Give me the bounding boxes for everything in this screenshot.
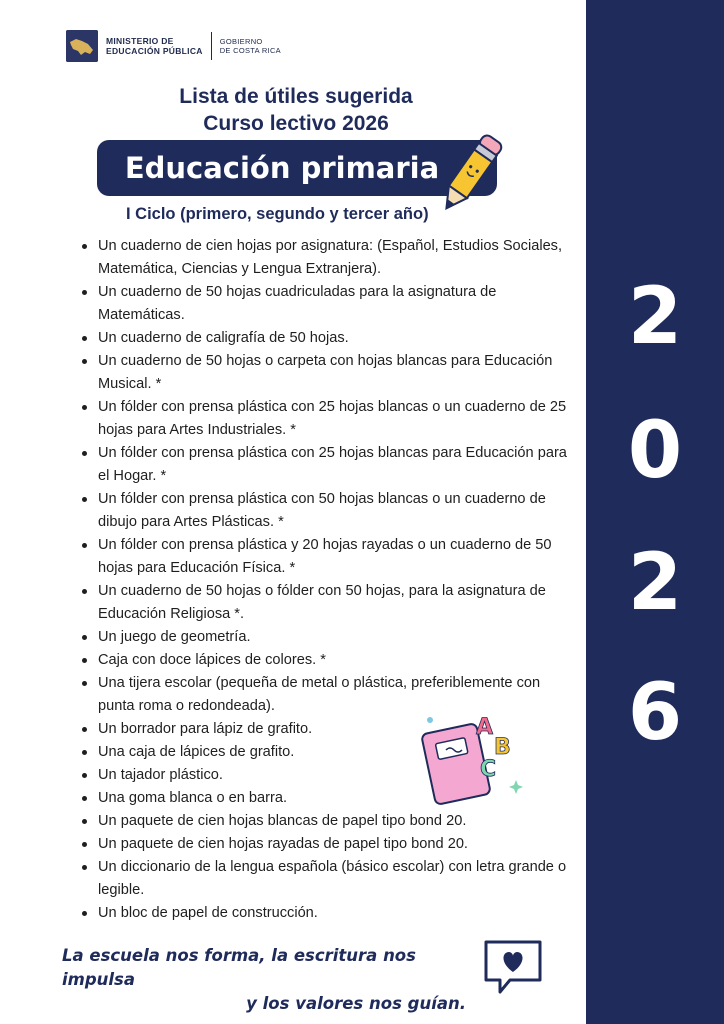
list-item: Un cuaderno de 50 hojas cuadriculadas para la asignatura de Matemáticas. bbox=[98, 281, 578, 327]
year-digit: 6 bbox=[627, 668, 683, 758]
year-digit: 2 bbox=[627, 272, 683, 362]
costa-rica-map-icon bbox=[66, 30, 98, 62]
year-digit: 0 bbox=[627, 406, 683, 496]
footer-motto bbox=[62, 944, 472, 1016]
government-name: GOBIERNO DE COSTA RICA bbox=[219, 37, 281, 55]
abc-notebook-icon bbox=[418, 706, 528, 816]
footer-line-1: La escuela nos forma, la escritura nos impulsa bbox=[62, 946, 416, 989]
year-digit: 2 bbox=[627, 538, 683, 628]
ministry-name: MINISTERIO DE EDUCACIÓN PÚBLICA bbox=[106, 36, 203, 56]
list-item: Un fólder con prensa plástica con 50 hojas blancas o un cuaderno de dibujo para Artes Plásticas. * bbox=[98, 488, 578, 534]
ministry-logo bbox=[66, 30, 281, 62]
logo-divider bbox=[211, 32, 212, 60]
list-item: Un borrador para lápiz de grafito. bbox=[98, 718, 578, 741]
list-item: Un paquete de cien hojas rayadas de papel tipo bond 20. bbox=[98, 833, 578, 856]
page-title: Lista de útiles sugerida bbox=[179, 85, 413, 108]
list-item: Un bloc de papel de construcción. bbox=[98, 902, 578, 925]
heart-chat-icon bbox=[480, 936, 546, 996]
list-item: Un fólder con prensa plástica con 25 hojas blancas o un cuaderno de 25 hojas para Artes Industriales. * bbox=[98, 396, 578, 442]
list-item: Un fólder con prensa plástica y 20 hojas rayadas o un cuaderno de 50 hojas para Educación Física. * bbox=[98, 534, 578, 580]
list-item: Un juego de geometría. bbox=[98, 626, 578, 649]
cycle-subtitle: I Ciclo (primero, segundo y tercer año) bbox=[126, 205, 429, 223]
footer-line-2: y los valores nos guían. bbox=[246, 994, 466, 1013]
list-item: Un cuaderno de caligrafía de 50 hojas. bbox=[98, 327, 578, 350]
list-item: Un cuaderno de 50 hojas o carpeta con hojas blancas para Educación Musical. * bbox=[98, 350, 578, 396]
list-item: Un diccionario de la lengua española (básico escolar) con letra grande o legible. bbox=[98, 856, 578, 902]
year-sidebar bbox=[586, 0, 724, 1024]
list-item: Una caja de lápices de grafito. bbox=[98, 741, 578, 764]
page-subtitle-year: Curso lectivo 2026 bbox=[203, 112, 389, 135]
svg-text:B: B bbox=[494, 735, 511, 760]
list-item: Un cuaderno de cien hojas por asignatura: (Español, Estudios Sociales, Matemática, Ciencias y Lengua Extranjera). bbox=[98, 235, 578, 281]
pencil-icon bbox=[432, 120, 512, 220]
list-item: Una tijera escolar (pequeña de metal o plástica, preferiblemente con punta roma o redondeada). bbox=[98, 672, 578, 718]
supplies-list bbox=[80, 235, 578, 925]
list-item: Un cuaderno de 50 hojas o fólder con 50 hojas, para la asignatura de Educación Religiosa *. bbox=[98, 580, 578, 626]
list-item: Una goma blanca o en barra. bbox=[98, 787, 578, 810]
svg-text:C: C bbox=[480, 757, 497, 782]
list-item: Un tajador plástico. bbox=[98, 764, 578, 787]
banner-label: Educación primaria bbox=[124, 151, 440, 185]
list-item: Un paquete de cien hojas blancas de papel tipo bond 20. bbox=[98, 810, 578, 833]
list-item: Caja con doce lápices de colores. * bbox=[98, 649, 578, 672]
list-item: Un fólder con prensa plástica con 25 hojas blancas para Educación para el Hogar. * bbox=[98, 442, 578, 488]
svg-text:A: A bbox=[476, 715, 494, 740]
